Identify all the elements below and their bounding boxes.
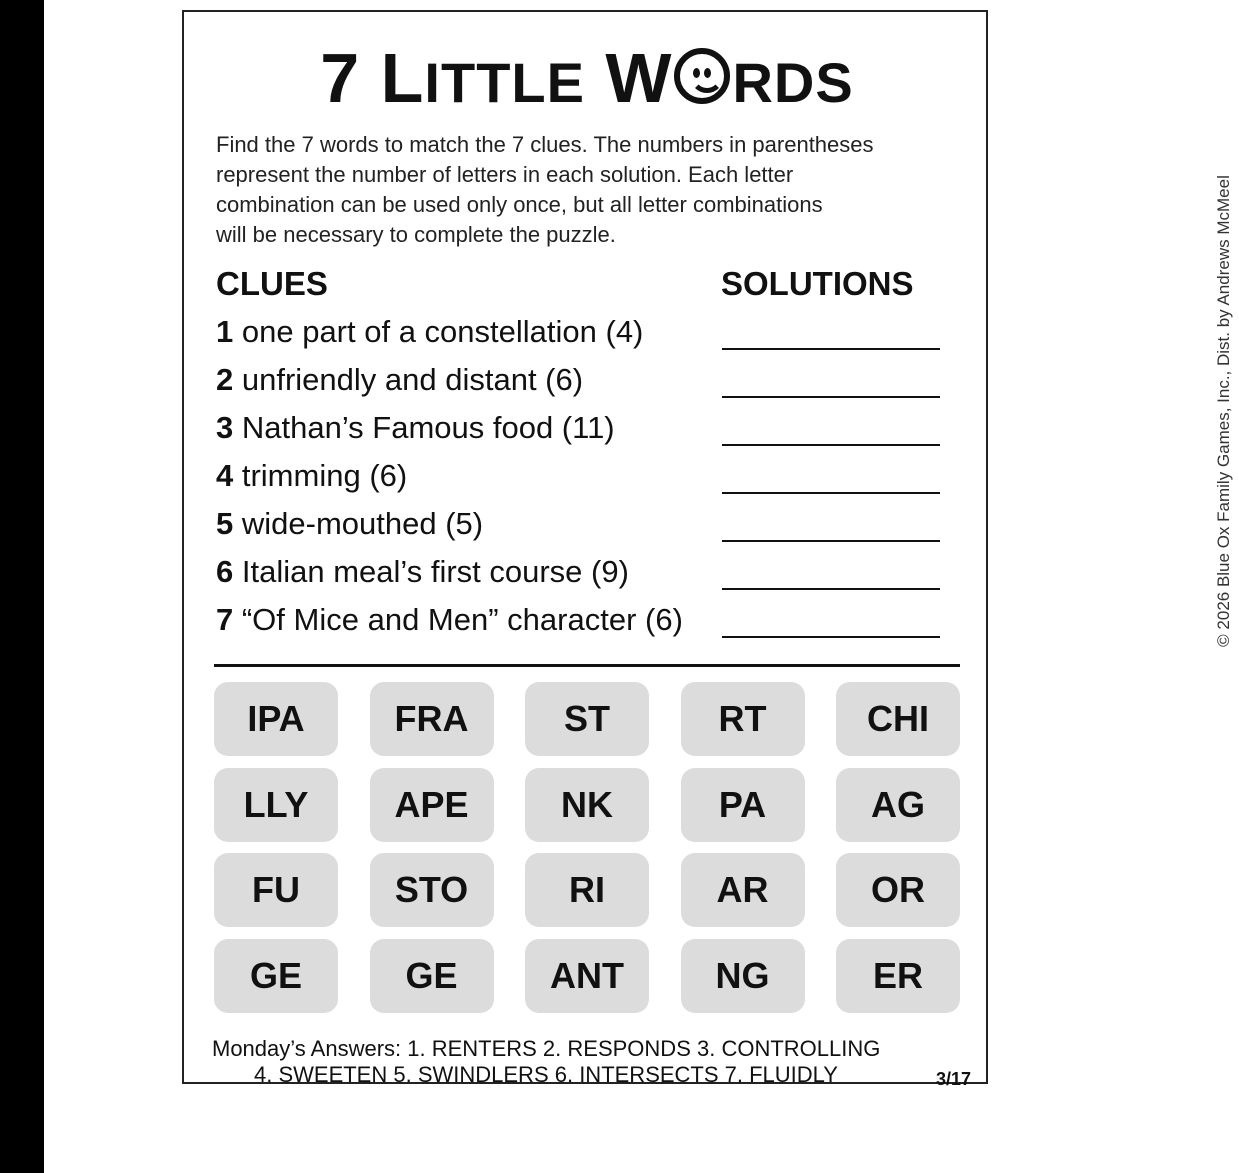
title-text-1: 7 L xyxy=(320,39,425,117)
letter-tile[interactable]: PA xyxy=(681,768,805,842)
solution-blank[interactable] xyxy=(722,444,940,446)
clues-header: CLUES xyxy=(216,265,328,302)
solution-blank[interactable] xyxy=(722,348,940,350)
clue-text: “Of Mice and Men” character (6) xyxy=(233,602,683,637)
clue-text: unfriendly and distant (6) xyxy=(233,362,584,397)
letter-tile[interactable]: GE xyxy=(214,939,338,1013)
previous-answers xyxy=(212,1036,972,1088)
solution-blank[interactable] xyxy=(722,588,940,590)
clue-row xyxy=(216,552,629,592)
clue-text: trimming (6) xyxy=(233,458,408,493)
letter-tile[interactable]: OR xyxy=(836,853,960,927)
letter-tile[interactable]: CHI xyxy=(836,682,960,756)
answers-line-2: 4. SWEETEN 5. SWINDLERS 6. INTERSECTS 7. FLUIDLY xyxy=(254,1062,838,1087)
letter-tile[interactable]: ER xyxy=(836,939,960,1013)
clue-row xyxy=(216,504,483,544)
clue-number: 5 xyxy=(216,506,234,541)
clue-text: Nathan’s Famous food (11) xyxy=(233,410,615,445)
puzzle-title xyxy=(184,38,990,123)
solution-blank[interactable] xyxy=(722,636,940,638)
clue-text: wide-mouthed (5) xyxy=(233,506,484,541)
puzzle-panel xyxy=(182,10,1233,1089)
puzzle-date: 3/17 xyxy=(936,1069,972,1089)
title-text-2: ITTLE xyxy=(424,51,585,114)
letter-tile[interactable]: APE xyxy=(370,768,494,842)
letter-tile[interactable]: LLY xyxy=(214,768,338,842)
clue-row xyxy=(216,312,643,352)
instructions: Find the 7 words to match the 7 clues. The numbers in parentheses represent the number of letters in each solution. Each letter combination can be used only once, but all letter combinations will be necessary to complete the puzzle. xyxy=(216,132,874,247)
letter-tile[interactable]: NG xyxy=(681,939,805,1013)
clue-row xyxy=(216,360,583,400)
solutions-header: SOLUTIONS xyxy=(721,265,914,302)
clue-row xyxy=(216,456,407,496)
letter-tile[interactable]: NK xyxy=(525,768,649,842)
clue-number: 4 xyxy=(216,458,234,493)
letter-tile[interactable]: RI xyxy=(525,853,649,927)
letter-tile[interactable]: ST xyxy=(525,682,649,756)
title-text-3: W xyxy=(605,39,673,117)
smiley-icon xyxy=(674,48,730,104)
solution-blank[interactable] xyxy=(722,492,940,494)
copyright-notice: © 2026 Blue Ox Family Games, Inc., Dist. by Andrews McMeel xyxy=(1214,175,1233,647)
letter-tile[interactable]: ANT xyxy=(525,939,649,1013)
title-text-4: RDS xyxy=(732,51,854,114)
letter-tile[interactable]: FRA xyxy=(370,682,494,756)
left-margin-bar xyxy=(0,0,44,1173)
letter-tile[interactable]: STO xyxy=(370,853,494,927)
clue-number: 3 xyxy=(216,410,234,445)
letter-tile[interactable]: IPA xyxy=(214,682,338,756)
letter-tile[interactable]: AG xyxy=(836,768,960,842)
clue-number: 6 xyxy=(216,554,234,589)
clue-row xyxy=(216,408,615,448)
solution-blank[interactable] xyxy=(722,396,940,398)
letter-tile[interactable]: RT xyxy=(681,682,805,756)
clue-number: 2 xyxy=(216,362,234,397)
clue-number: 7 xyxy=(216,602,234,637)
letter-tile[interactable]: FU xyxy=(214,853,338,927)
answers-line-1: Monday’s Answers: 1. RENTERS 2. RESPONDS 3. CONTROLLING xyxy=(212,1036,881,1061)
clue-text: one part of a constellation (4) xyxy=(233,314,644,349)
letter-tile[interactable]: GE xyxy=(370,939,494,1013)
clue-number: 1 xyxy=(216,314,234,349)
solution-blank[interactable] xyxy=(722,540,940,542)
clue-row xyxy=(216,600,683,640)
clue-text: Italian meal’s first course (9) xyxy=(233,554,629,589)
divider xyxy=(214,664,960,667)
letter-tile[interactable]: AR xyxy=(681,853,805,927)
